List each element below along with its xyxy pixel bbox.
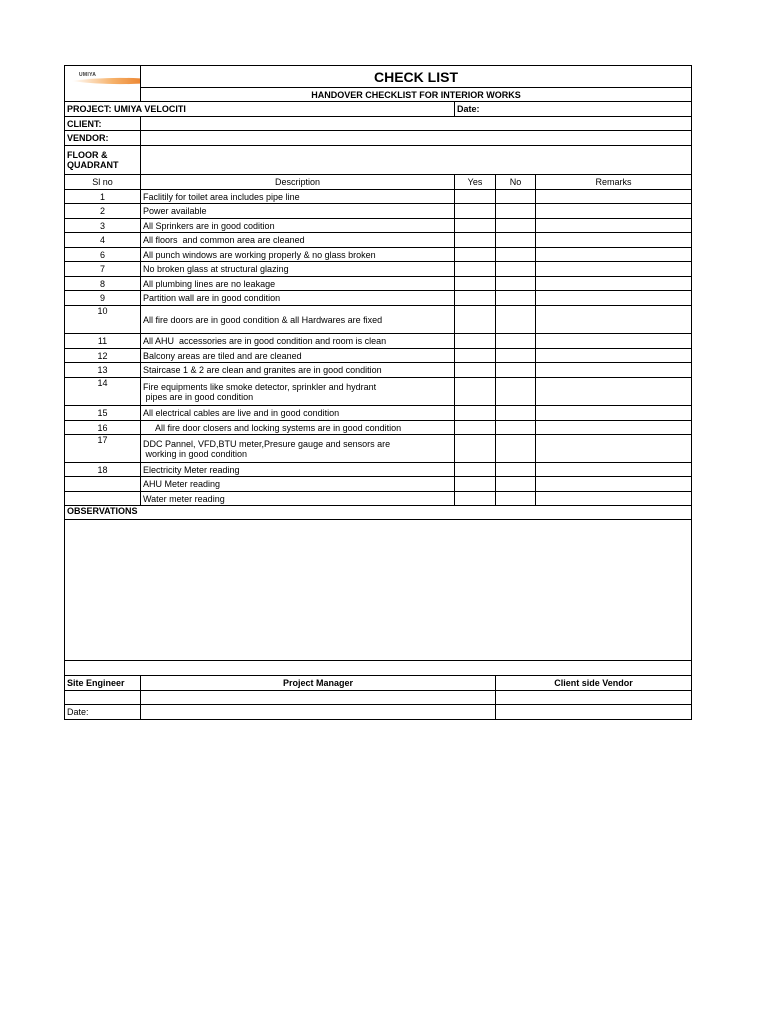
yes-cell[interactable] xyxy=(455,262,496,277)
floor-quadrant-value xyxy=(141,146,692,175)
client-value xyxy=(141,117,692,131)
remarks-cell[interactable] xyxy=(536,291,692,306)
client-vendor-date[interactable] xyxy=(496,705,692,720)
description-cell: All fire doors are in good condition & all Hardwares are fixed xyxy=(141,306,455,334)
sl-no-cell xyxy=(65,477,141,492)
remarks-cell[interactable] xyxy=(536,363,692,378)
project-manager-date[interactable] xyxy=(141,705,496,720)
sl-no-cell: 2 xyxy=(65,204,141,219)
remarks-cell[interactable] xyxy=(536,378,692,406)
logo-swoosh-icon xyxy=(69,73,141,88)
sl-no-cell: 8 xyxy=(65,277,141,291)
logo xyxy=(65,66,141,88)
no-cell[interactable] xyxy=(496,204,536,219)
no-cell[interactable] xyxy=(496,349,536,363)
remarks-cell[interactable] xyxy=(536,219,692,233)
yes-cell[interactable] xyxy=(455,219,496,233)
table-row xyxy=(65,334,692,349)
no-cell[interactable] xyxy=(496,248,536,262)
page-title: CHECK LIST xyxy=(141,66,692,88)
sl-no-cell xyxy=(65,492,141,506)
project-manager-label: Project Manager xyxy=(141,676,496,691)
sl-no-cell: 13 xyxy=(65,363,141,378)
col-description: Description xyxy=(141,175,455,190)
page-subtitle: HANDOVER CHECKLIST FOR INTERIOR WORKS xyxy=(141,88,692,102)
description-cell: All AHU accessories are in good condition and room is clean xyxy=(141,334,455,349)
no-cell[interactable] xyxy=(496,262,536,277)
date-field: Date: xyxy=(455,102,692,117)
yes-cell[interactable] xyxy=(455,463,496,477)
table-row xyxy=(65,248,692,262)
no-cell[interactable] xyxy=(496,219,536,233)
no-cell[interactable] xyxy=(496,363,536,378)
sl-no-cell: 3 xyxy=(65,219,141,233)
logo-text: UMIYA xyxy=(79,72,97,78)
sl-no-cell: 14 xyxy=(65,378,141,406)
col-remarks: Remarks xyxy=(536,175,692,190)
client-label: CLIENT: xyxy=(65,117,141,131)
no-cell[interactable] xyxy=(496,277,536,291)
yes-cell[interactable] xyxy=(455,349,496,363)
remarks-cell[interactable] xyxy=(536,262,692,277)
yes-cell[interactable] xyxy=(455,334,496,349)
table-row xyxy=(65,406,692,421)
yes-cell[interactable] xyxy=(455,477,496,492)
no-cell[interactable] xyxy=(496,463,536,477)
no-cell[interactable] xyxy=(496,233,536,248)
description-cell: No broken glass at structural glazing xyxy=(141,262,455,277)
floor-label-line1: FLOOR & xyxy=(67,150,108,160)
table-row xyxy=(65,190,692,204)
description-cell: Power available xyxy=(141,204,455,219)
floor-quadrant-label xyxy=(65,146,141,175)
remarks-cell[interactable] xyxy=(536,349,692,363)
table-row xyxy=(65,306,692,334)
description-cell: Faclitily for toilet area includes pipe line xyxy=(141,190,455,204)
no-cell[interactable] xyxy=(496,492,536,506)
site-engineer-label: Site Engineer xyxy=(65,676,141,691)
no-cell[interactable] xyxy=(496,435,536,463)
no-cell[interactable] xyxy=(496,190,536,204)
col-sl: Sl no xyxy=(65,175,141,190)
sl-no-cell: 11 xyxy=(65,334,141,349)
yes-cell[interactable] xyxy=(455,233,496,248)
yes-cell[interactable] xyxy=(455,492,496,506)
description-cell xyxy=(141,378,455,406)
table-row xyxy=(65,421,692,435)
client-vendor-sign[interactable] xyxy=(496,691,692,705)
table-row xyxy=(65,291,692,306)
table-row xyxy=(65,378,692,406)
sl-no-cell: 18 xyxy=(65,463,141,477)
remarks-cell[interactable] xyxy=(536,492,692,506)
table-row xyxy=(65,363,692,378)
description-line: DDC Pannel, VFD,BTU meter,Presure gauge and sensors are xyxy=(143,438,391,449)
yes-cell[interactable] xyxy=(455,248,496,262)
sl-no-cell: 16 xyxy=(65,421,141,435)
sl-no-cell: 15 xyxy=(65,406,141,421)
table-row xyxy=(65,233,692,248)
no-cell[interactable] xyxy=(496,378,536,406)
table-row xyxy=(65,204,692,219)
description-cell: All plumbing lines are no leakage xyxy=(141,277,455,291)
table-row xyxy=(65,463,692,477)
checklist-items xyxy=(65,190,692,506)
remarks-cell[interactable] xyxy=(536,421,692,435)
description-line: Fire equipments like smoke detector, sprinkler and hydrant xyxy=(143,381,377,392)
signoff-date-label: Date: xyxy=(65,705,141,720)
sl-no-cell: 10 xyxy=(65,306,141,334)
no-cell[interactable] xyxy=(496,334,536,349)
remarks-cell[interactable] xyxy=(536,435,692,463)
table-row xyxy=(65,492,692,506)
observations-label: OBSERVATIONS xyxy=(65,506,692,520)
description-cell: Partition wall are in good condition xyxy=(141,291,455,306)
vendor-label: VENDOR: xyxy=(65,131,141,146)
yes-cell[interactable] xyxy=(455,204,496,219)
description-line: pipes are in good condition xyxy=(143,391,254,402)
no-cell[interactable] xyxy=(496,477,536,492)
vendor-value xyxy=(141,131,692,146)
sl-no-cell: 4 xyxy=(65,233,141,248)
yes-cell[interactable] xyxy=(455,378,496,406)
sl-no-cell: 7 xyxy=(65,262,141,277)
col-no: No xyxy=(496,175,536,190)
remarks-cell[interactable] xyxy=(536,204,692,219)
table-row xyxy=(65,219,692,233)
no-cell[interactable] xyxy=(496,291,536,306)
yes-cell[interactable] xyxy=(455,406,496,421)
sl-no-cell: 1 xyxy=(65,190,141,204)
remarks-cell[interactable] xyxy=(536,233,692,248)
description-cell: Water meter reading xyxy=(141,492,455,506)
remarks-cell[interactable] xyxy=(536,190,692,204)
no-cell[interactable] xyxy=(496,306,536,334)
description-cell xyxy=(141,435,455,463)
logo-spacer xyxy=(65,88,141,102)
yes-cell[interactable] xyxy=(455,277,496,291)
yes-cell[interactable] xyxy=(455,306,496,334)
remarks-cell[interactable] xyxy=(536,463,692,477)
sl-no-cell: 12 xyxy=(65,349,141,363)
table-row xyxy=(65,435,692,463)
column-header-row xyxy=(65,175,692,190)
yes-cell[interactable] xyxy=(455,435,496,463)
project-manager-sign[interactable] xyxy=(141,691,496,705)
yes-cell[interactable] xyxy=(455,291,496,306)
table-row xyxy=(65,477,692,492)
description-line: working in good condition xyxy=(143,448,248,459)
description-cell: Electricity Meter reading xyxy=(141,463,455,477)
col-yes: Yes xyxy=(455,175,496,190)
yes-cell[interactable] xyxy=(455,190,496,204)
description-cell: All punch windows are working properly & no glass broken xyxy=(141,248,455,262)
sl-no-cell: 6 xyxy=(65,248,141,262)
description-cell: All fire door closers and locking systems are in good condition xyxy=(141,421,455,435)
description-cell: AHU Meter reading xyxy=(141,477,455,492)
no-cell[interactable] xyxy=(496,421,536,435)
project-field: PROJECT: UMIYA VELOCITI xyxy=(65,102,455,117)
remarks-cell[interactable] xyxy=(536,277,692,291)
client-vendor-label: Client side Vendor xyxy=(496,676,692,691)
spacer-row xyxy=(65,661,692,676)
description-cell: All Sprinkers are in good codition xyxy=(141,219,455,233)
sl-no-cell: 9 xyxy=(65,291,141,306)
yes-cell[interactable] xyxy=(455,421,496,435)
description-cell: Staircase 1 & 2 are clean and granites are in good condition xyxy=(141,363,455,378)
checklist-table xyxy=(64,65,692,720)
remarks-cell[interactable] xyxy=(536,334,692,349)
floor-label-line2: QUADRANT xyxy=(67,160,119,170)
remarks-cell[interactable] xyxy=(536,248,692,262)
signoff-header-row xyxy=(65,676,692,691)
description-cell: All floors and common area are cleaned xyxy=(141,233,455,248)
description-cell: All electrical cables are live and in good condition xyxy=(141,406,455,421)
remarks-cell[interactable] xyxy=(536,306,692,334)
table-row xyxy=(65,349,692,363)
site-engineer-sign[interactable] xyxy=(65,691,141,705)
yes-cell[interactable] xyxy=(455,363,496,378)
table-row xyxy=(65,277,692,291)
no-cell[interactable] xyxy=(496,406,536,421)
observations-area[interactable] xyxy=(65,520,692,661)
remarks-cell[interactable] xyxy=(536,477,692,492)
table-row xyxy=(65,262,692,277)
checklist-sheet xyxy=(64,65,691,720)
remarks-cell[interactable] xyxy=(536,406,692,421)
sl-no-cell: 17 xyxy=(65,435,141,463)
description-cell: Balcony areas are tiled and are cleaned xyxy=(141,349,455,363)
